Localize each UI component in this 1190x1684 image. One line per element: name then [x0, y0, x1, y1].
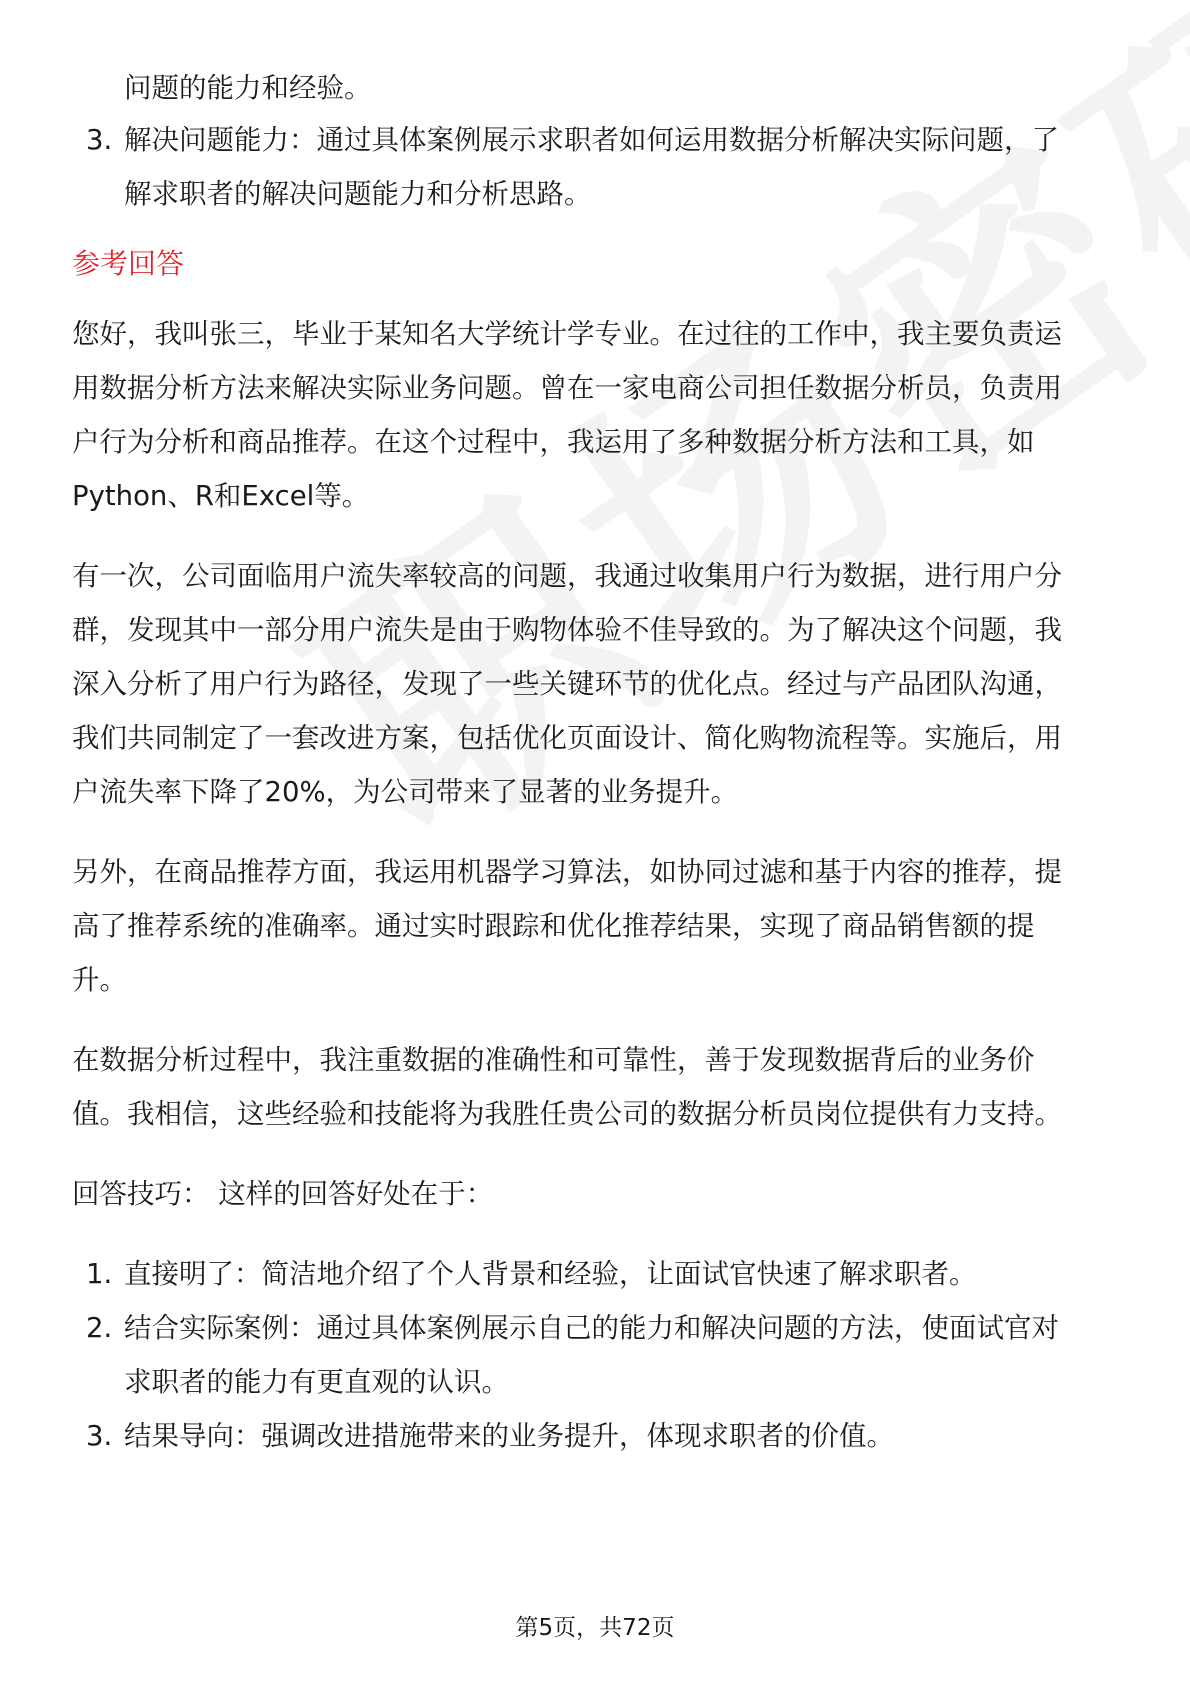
list-item-continuation: 问题的能力和经验。	[124, 72, 372, 104]
paragraph-line: 我们共同制定了一套改进方案，包括优化页面设计、简化购物流程等。实施后，用	[72, 722, 1062, 754]
paragraph-line: 在数据分析过程中，我注重数据的准确性和可靠性，善于发现数据背后的业务价	[72, 1044, 1035, 1076]
list-item-text: 解求职者的解决问题能力和分析思路。	[124, 178, 592, 210]
tips-intro: 回答技巧： 这样的回答好处在于：	[72, 1178, 494, 1210]
list-number: 1.	[86, 1258, 113, 1290]
paragraph-line: 户流失率下降了20%，为公司带来了显著的业务提升。	[72, 776, 739, 808]
paragraph-line: 群，发现其中一部分用户流失是由于购物体验不佳导致的。为了解决这个问题，我	[72, 614, 1062, 646]
paragraph-line: 有一次，公司面临用户流失率较高的问题，我通过收集用户行为数据，进行用户分	[72, 560, 1062, 592]
list-number: 2.	[86, 1312, 113, 1344]
paragraph-line: 用数据分析方法来解决实际业务问题。曾在一家电商公司担任数据分析员，负责用	[72, 372, 1062, 404]
list-item-text: 求职者的能力有更直观的认识。	[124, 1366, 509, 1398]
paragraph-line: 户行为分析和商品推荐。在这个过程中，我运用了多种数据分析方法和工具，如	[72, 426, 1035, 458]
list-item-text: 直接明了：简洁地介绍了个人背景和经验，让面试官快速了解求职者。	[124, 1258, 977, 1290]
section-heading: 参考回答	[72, 247, 185, 280]
list-item-text: 解决问题能力：通过具体案例展示求职者如何运用数据分析解决实际问题，了	[124, 124, 1059, 156]
list-number: 3.	[86, 124, 113, 156]
page-number-footer: 第5页，共72页	[515, 1615, 675, 1641]
paragraph-line: 深入分析了用户行为路径，发现了一些关键环节的优化点。经过与产品团队沟通，	[72, 668, 1062, 700]
paragraph-line: 值。我相信，这些经验和技能将为我胜任贵公司的数据分析员岗位提供有力支持。	[72, 1098, 1062, 1130]
paragraph-line: Python、R和Excel等。	[72, 480, 370, 512]
list-item-text: 结合实际案例：通过具体案例展示自己的能力和解决问题的方法，使面试官对	[124, 1312, 1059, 1344]
paragraph-line: 高了推荐系统的准确率。通过实时跟踪和优化推荐结果，实现了商品销售额的提	[72, 910, 1035, 942]
list-number: 3.	[86, 1420, 113, 1452]
paragraph-line: 另外，在商品推荐方面，我运用机器学习算法，如协同过滤和基于内容的推荐，提	[72, 856, 1062, 888]
paragraph-line: 您好，我叫张三，毕业于某知名大学统计学专业。在过往的工作中，我主要负责运	[72, 318, 1062, 350]
paragraph-line: 升。	[72, 964, 127, 996]
list-item-text: 结果导向：强调改进措施带来的业务提升，体现求职者的价值。	[124, 1420, 894, 1452]
